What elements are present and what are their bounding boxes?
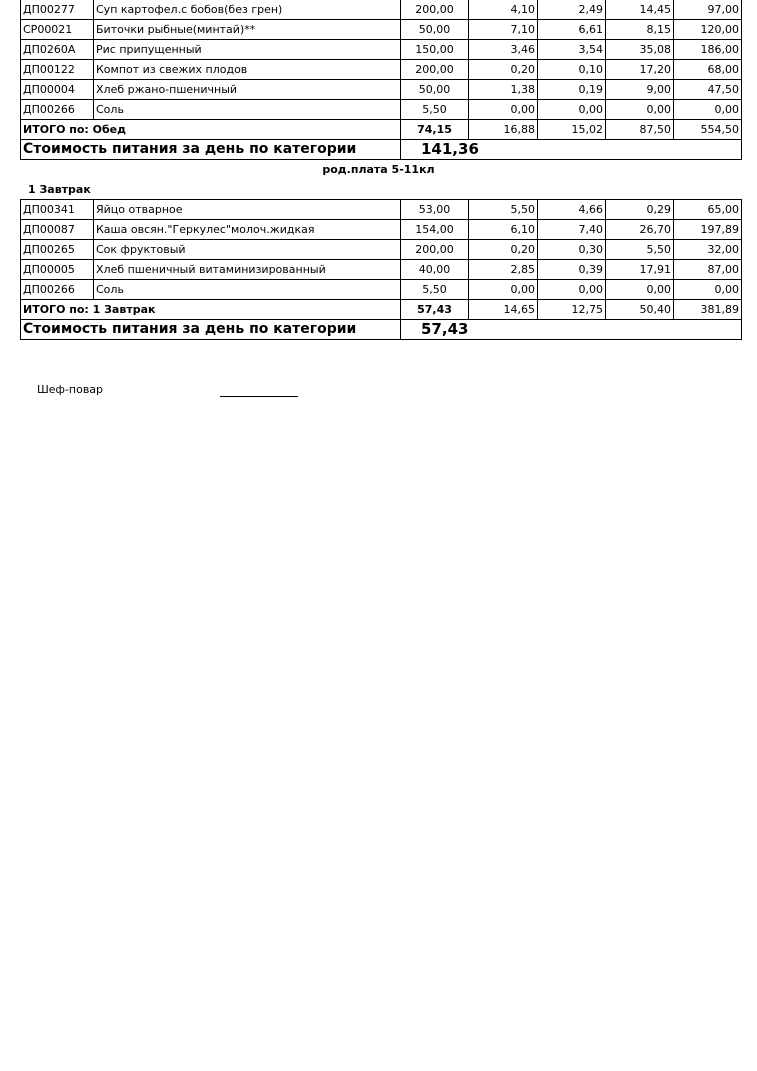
item-price: 200,00	[401, 60, 469, 80]
daily-cost-value: 57,43	[401, 320, 742, 340]
item-name: Суп картофел.с бобов(без грен)	[94, 0, 401, 20]
table-row	[21, 80, 742, 100]
item-code: ДП00087	[21, 220, 94, 240]
item-kcal: 197,89	[674, 220, 742, 240]
item-fat: 0,10	[538, 60, 606, 80]
item-carbs: 5,50	[606, 240, 674, 260]
total-price: 74,15	[401, 120, 469, 140]
item-carbs: 17,20	[606, 60, 674, 80]
item-fat: 0,39	[538, 260, 606, 280]
item-fat: 3,54	[538, 40, 606, 60]
table-row	[21, 20, 742, 40]
item-code: ДП00004	[21, 80, 94, 100]
daily-cost-row	[21, 140, 742, 160]
item-fat: 7,40	[538, 220, 606, 240]
item-name: Рис припущенный	[94, 40, 401, 60]
total-kcal: 554,50	[674, 120, 742, 140]
item-fat: 0,19	[538, 80, 606, 100]
item-carbs: 0,29	[606, 200, 674, 220]
item-protein: 7,10	[469, 20, 538, 40]
item-code: ДП0260А	[21, 40, 94, 60]
item-price: 150,00	[401, 40, 469, 60]
total-label: ИТОГО по: Обед	[21, 120, 401, 140]
item-code: ДП00277	[21, 0, 94, 20]
item-kcal: 87,00	[674, 260, 742, 280]
item-carbs: 17,91	[606, 260, 674, 280]
item-price: 154,00	[401, 220, 469, 240]
item-kcal: 47,50	[674, 80, 742, 100]
total-fat: 15,02	[538, 120, 606, 140]
item-price: 50,00	[401, 80, 469, 100]
item-name: Яйцо отварное	[94, 200, 401, 220]
item-kcal: 0,00	[674, 100, 742, 120]
table-row	[21, 260, 742, 280]
item-code: ДП00266	[21, 280, 94, 300]
table-row	[21, 200, 742, 220]
item-price: 40,00	[401, 260, 469, 280]
item-kcal: 120,00	[674, 20, 742, 40]
item-kcal: 186,00	[674, 40, 742, 60]
item-code: СР00021	[21, 20, 94, 40]
item-protein: 5,50	[469, 200, 538, 220]
total-carbs: 87,50	[606, 120, 674, 140]
item-carbs: 26,70	[606, 220, 674, 240]
total-carbs: 50,40	[606, 300, 674, 320]
item-name: Соль	[94, 280, 401, 300]
item-carbs: 35,08	[606, 40, 674, 60]
item-price: 5,50	[401, 280, 469, 300]
item-name: Компот из свежих плодов	[94, 60, 401, 80]
item-name: Соль	[94, 100, 401, 120]
item-carbs: 14,45	[606, 0, 674, 20]
item-price: 53,00	[401, 200, 469, 220]
item-carbs: 0,00	[606, 100, 674, 120]
signature-line	[220, 396, 298, 397]
item-name: Хлеб пшеничный витаминизированный	[94, 260, 401, 280]
item-kcal: 0,00	[674, 280, 742, 300]
item-name: Каша овсян."Геркулес"молоч.жидкая	[94, 220, 401, 240]
item-price: 50,00	[401, 20, 469, 40]
daily-cost-row	[21, 320, 742, 340]
item-carbs: 9,00	[606, 80, 674, 100]
item-protein: 3,46	[469, 40, 538, 60]
item-code: ДП00005	[21, 260, 94, 280]
table-row	[21, 280, 742, 300]
item-fat: 0,30	[538, 240, 606, 260]
total-protein: 16,88	[469, 120, 538, 140]
item-price: 200,00	[401, 0, 469, 20]
item-name: Хлеб ржано-пшеничный	[94, 80, 401, 100]
total-price: 57,43	[401, 300, 469, 320]
item-protein: 0,00	[469, 280, 538, 300]
item-code: ДП00266	[21, 100, 94, 120]
item-kcal: 32,00	[674, 240, 742, 260]
total-row	[21, 120, 742, 140]
daily-cost-label: Стоимость питания за день по категории	[21, 320, 401, 340]
item-protein: 0,20	[469, 60, 538, 80]
item-code: ДП00122	[21, 60, 94, 80]
item-protein: 0,00	[469, 100, 538, 120]
item-fat: 6,61	[538, 20, 606, 40]
item-price: 5,50	[401, 100, 469, 120]
table-row	[21, 40, 742, 60]
total-row	[21, 300, 742, 320]
item-protein: 0,20	[469, 240, 538, 260]
table-row	[21, 220, 742, 240]
breakfast-title: 1 Завтрак	[28, 183, 91, 196]
lunch-table	[20, 0, 742, 160]
item-code: ДП00341	[21, 200, 94, 220]
item-kcal: 97,00	[674, 0, 742, 20]
item-protein: 1,38	[469, 80, 538, 100]
table-row	[21, 240, 742, 260]
item-kcal: 65,00	[674, 200, 742, 220]
item-protein: 6,10	[469, 220, 538, 240]
breakfast-table	[20, 199, 742, 340]
item-code: ДП00265	[21, 240, 94, 260]
item-carbs: 0,00	[606, 280, 674, 300]
table-row	[21, 60, 742, 80]
total-protein: 14,65	[469, 300, 538, 320]
total-fat: 12,75	[538, 300, 606, 320]
table-row	[21, 0, 742, 20]
daily-cost-value: 141,36	[401, 140, 742, 160]
item-protein: 4,10	[469, 0, 538, 20]
item-price: 200,00	[401, 240, 469, 260]
chef-signature-label: Шеф-повар	[37, 383, 104, 396]
total-kcal: 381,89	[674, 300, 742, 320]
item-name: Сок фруктовый	[94, 240, 401, 260]
item-fat: 0,00	[538, 280, 606, 300]
daily-cost-label: Стоимость питания за день по категории	[21, 140, 401, 160]
item-name: Биточки рыбные(минтай)**	[94, 20, 401, 40]
table-row	[21, 100, 742, 120]
item-fat: 4,66	[538, 200, 606, 220]
total-label: ИТОГО по: 1 Завтрак	[21, 300, 401, 320]
category-title: род.плата 5-11кл	[322, 163, 435, 176]
item-fat: 0,00	[538, 100, 606, 120]
item-kcal: 68,00	[674, 60, 742, 80]
item-carbs: 8,15	[606, 20, 674, 40]
item-fat: 2,49	[538, 0, 606, 20]
item-protein: 2,85	[469, 260, 538, 280]
